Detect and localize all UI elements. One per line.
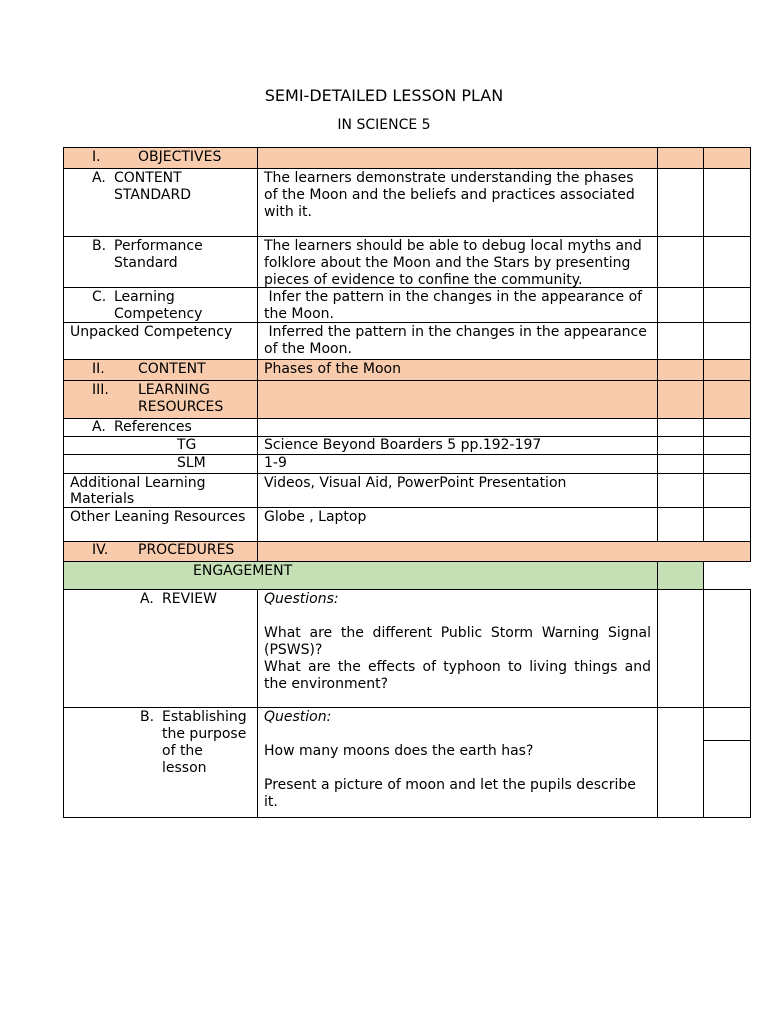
references-number: A.	[92, 419, 106, 435]
tg-label: TG	[177, 437, 197, 453]
content-standard-col3	[657, 168, 704, 237]
additional-materials-label: Additional Learning Materials	[63, 473, 258, 508]
tg-col3	[657, 436, 704, 455]
review-label: REVIEW	[162, 591, 217, 607]
other-resources-label: Other Leaning Resources	[63, 507, 258, 542]
procedures-header	[63, 541, 258, 562]
review-question-1: What are the different Public Storm Warning Signal (PSWS)?	[264, 625, 651, 658]
purpose-label-cell	[63, 707, 258, 818]
objectives-header-detail	[257, 147, 658, 169]
purpose-question-2: Present a picture of moon and let the pupils describe it.	[264, 777, 636, 810]
review-content	[257, 589, 658, 708]
purpose-label: Establishing the purpose of the lesson	[162, 709, 247, 776]
tg-text: Science Beyond Boarders 5 pp.192-197	[257, 436, 658, 455]
purpose-question-heading: Question:	[264, 709, 332, 725]
review-number: A.	[140, 591, 154, 607]
procedures-detail	[257, 541, 751, 562]
objectives-header-col4	[703, 147, 751, 169]
additional-materials-text: Videos, Visual Aid, PowerPoint Presentation	[257, 473, 658, 508]
slm-label-cell	[63, 454, 258, 474]
content-header	[63, 359, 258, 381]
content-standard-label: CONTENT STANDARD	[114, 170, 192, 203]
review-label-cell	[63, 589, 258, 708]
content-topic: Phases of the Moon	[257, 359, 658, 381]
references-detail	[257, 418, 658, 437]
content-col3	[657, 359, 704, 381]
slm-col3	[657, 454, 704, 474]
tg-label-cell	[63, 436, 258, 455]
learning-resources-col4	[703, 380, 751, 419]
content-standard-number: A.	[92, 170, 106, 186]
review-col3	[657, 589, 704, 708]
purpose-col3	[657, 707, 704, 818]
learning-resources-header	[63, 380, 258, 419]
procedures-number: IV.	[92, 542, 109, 558]
objectives-header	[63, 147, 258, 169]
review-question-2: What are the effects of typhoon to living things and the environment?	[264, 659, 651, 692]
review-questions-heading: Questions:	[264, 591, 339, 607]
performance-standard-col3	[657, 236, 704, 288]
performance-standard-label-cell	[63, 236, 258, 288]
slm-label: SLM	[177, 455, 206, 471]
tg-col4	[703, 436, 751, 455]
purpose-content	[257, 707, 658, 818]
objectives-label: OBJECTIVES	[138, 149, 222, 165]
learning-resources-col3	[657, 380, 704, 419]
learning-competency-label-cell	[63, 287, 258, 323]
references-label-cell	[63, 418, 258, 437]
other-resources-col4	[703, 507, 751, 542]
engagement-col3	[657, 561, 704, 590]
content-standard-col4	[703, 168, 751, 237]
content-label: CONTENT	[138, 361, 206, 377]
purpose-question-1: How many moons does the earth has?	[264, 743, 534, 759]
objectives-header-col3	[657, 147, 704, 169]
performance-standard-text: The learners should be able to debug local myths and folklore about the Moon and the Stars by presenting pieces of evidence to confine the community.	[257, 236, 658, 288]
objectives-number: I.	[92, 149, 101, 165]
learning-competency-number: C.	[92, 289, 107, 305]
other-resources-text: Globe , Laptop	[257, 507, 658, 542]
learning-resources-detail	[257, 380, 658, 419]
review-col4	[703, 589, 751, 708]
document-title: SEMI-DETAILED LESSON PLAN	[264, 86, 504, 105]
additional-materials-col3	[657, 473, 704, 508]
unpacked-competency-label: Unpacked Competency	[63, 322, 258, 360]
purpose-col4-bottom	[703, 740, 751, 818]
learning-competency-col3	[657, 287, 704, 323]
references-col4	[703, 418, 751, 437]
learning-competency-col4	[703, 287, 751, 323]
document-subtitle: IN SCIENCE 5	[337, 117, 431, 133]
engagement-label: ENGAGEMENT	[193, 563, 293, 579]
content-standard-label-cell	[63, 168, 258, 237]
unpacked-competency-col3	[657, 322, 704, 360]
references-label: References	[114, 419, 192, 435]
slm-text: 1-9	[257, 454, 658, 474]
performance-standard-label: Performance Standard	[114, 238, 203, 271]
learning-resources-number: III.	[92, 382, 109, 398]
procedures-label: PROCEDURES	[138, 542, 235, 558]
content-number: II.	[92, 361, 105, 377]
references-col3	[657, 418, 704, 437]
performance-standard-number: B.	[92, 238, 107, 254]
unpacked-competency-text: Inferred the pattern in the changes in the appearance of the Moon.	[257, 322, 658, 360]
learning-competency-label: Learning Competency	[114, 289, 203, 322]
purpose-col4-top	[703, 707, 751, 741]
additional-materials-col4	[703, 473, 751, 508]
learning-resources-label: LEARNING RESOURCES	[138, 382, 224, 415]
performance-standard-col4	[703, 236, 751, 288]
learning-competency-text: Infer the pattern in the changes in the appearance of the Moon.	[257, 287, 658, 323]
engagement-row	[63, 561, 658, 590]
purpose-number: B.	[140, 709, 155, 725]
slm-col4	[703, 454, 751, 474]
content-standard-text: The learners demonstrate understanding the phases of the Moon and the beliefs and practices associated with it.	[257, 168, 658, 237]
other-resources-col3	[657, 507, 704, 542]
unpacked-competency-col4	[703, 322, 751, 360]
content-col4	[703, 359, 751, 381]
